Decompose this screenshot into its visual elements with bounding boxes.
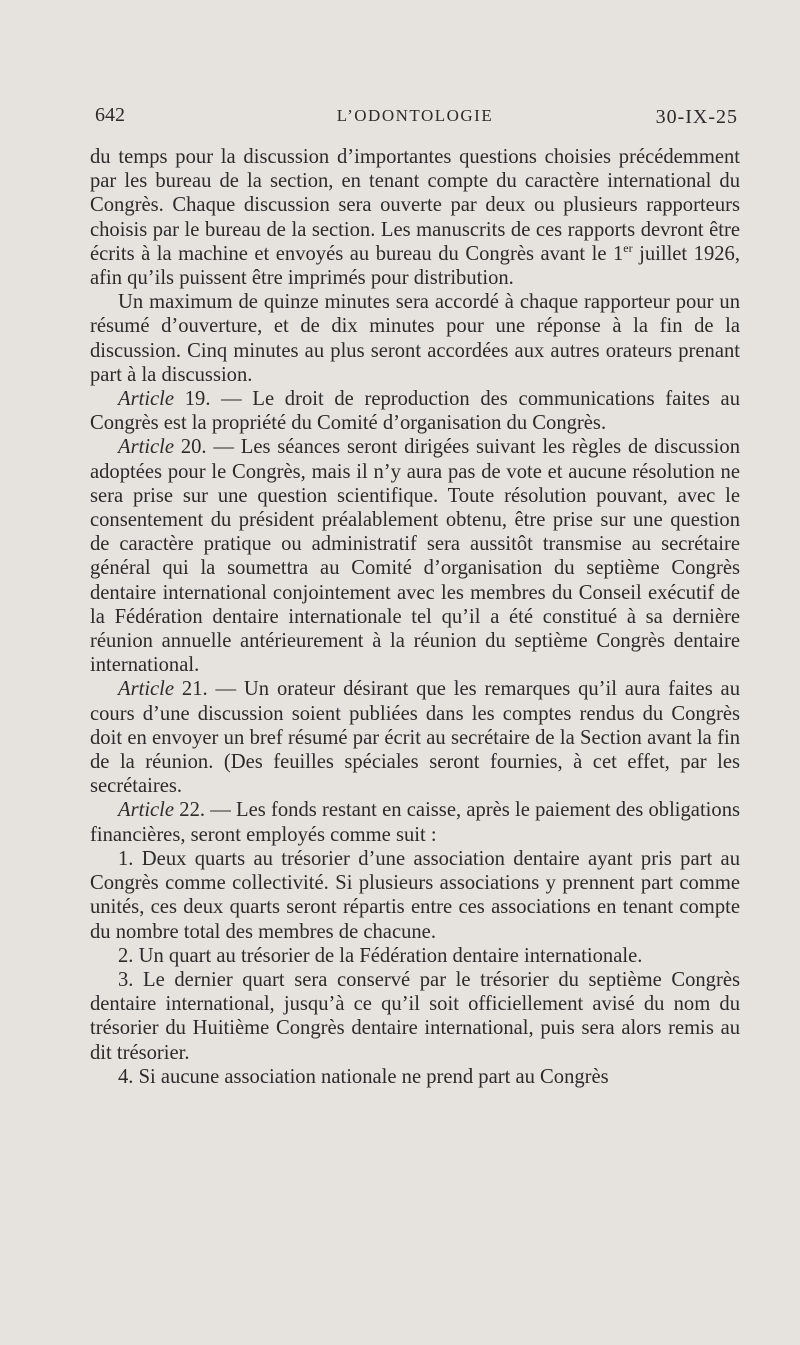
article-label: Article: [118, 388, 175, 411]
article-label: Article: [118, 678, 175, 701]
paragraph-text: 3. Le dernier quart sera conservé par le trésorier du septième Congrès dentaire international, jusqu’à ce qu’il soit officiellement avisé du nom du trésorier du Huitième Congrès dentaire international, puis sera alors remis au dit trésorier.: [90, 968, 740, 1064]
paragraph-text: 1. Deux quarts au trésorier d’une association dentaire ayant pris part au Congrès comme collectivité. Si plusieurs associations y prennent part comme unités, ces deux quarts seront répartis entre ces associations en tenant compte du nombre total des membres de chacune.: [90, 847, 740, 943]
article-label: Article: [118, 436, 175, 459]
list-item-3: [90, 968, 740, 1065]
article-label: Article: [118, 799, 175, 822]
superscript-er: er: [623, 240, 633, 255]
paragraph-text-tail: juillet 1926, afin qu’ils puissent être imprimés pour distribution.: [90, 242, 740, 290]
paragraph-text: 22. — Les fonds restant en caisse, après le paiement des obligations financières, seront employés comme suit :: [90, 799, 740, 846]
paragraph-text: 4. Si aucune association nationale ne prend part au Congrès: [118, 1065, 609, 1088]
list-item-4: [90, 1065, 740, 1089]
page-number: 642: [95, 104, 125, 126]
journal-title: L’ODONTOLOGIE: [336, 106, 494, 125]
paragraph-text: 21. — Un orateur désirant que les remarques qu’il aura faites au cours d’une discussion soient publiées dans les comptes rendus du Congrès doit en envoyer un bref résumé par écrit au secrétaire de la Section avant la fin de la réunion. (Des feuilles spéciales seront fournies, à cet effet, par les secrétaires.: [90, 678, 740, 798]
paragraph-text: 19. — Le droit de reproduction des communications faites au Congrès est la propriété du Comité d’organisation du Congrès.: [90, 388, 740, 435]
paragraph-article-22: [90, 798, 740, 846]
paragraph-article-21: [90, 677, 740, 798]
issue-date: 30-IX-25: [655, 106, 738, 128]
paragraph-article-19: [90, 387, 740, 435]
paragraph-speaker-time: [90, 290, 740, 387]
list-item-2: [90, 944, 740, 968]
paragraph-text: Un maximum de quinze minutes sera accordé à chaque rapporteur pour un résumé d’ouverture, et de dix minutes pour une réponse à la fin de la discussion. Cinq minutes au plus seront accordées aux autres orateurs prenant part à la discussion.: [90, 291, 740, 386]
paragraph-text: 2. Un quart au trésorier de la Fédération dentaire internationale.: [118, 944, 643, 967]
paragraph-article-20: [90, 435, 740, 677]
paragraph-continuation: [90, 145, 740, 290]
list-item-1: [90, 847, 740, 944]
running-header: [90, 104, 740, 130]
body-text: [90, 145, 740, 1089]
paragraph-text: 20. — Les séances seront dirigées suivant les règles de discussion adoptées pour le Congrès, mais il n’y aura pas de vote et aucune résolution ne sera prise sur une question scientifique. Toute résolution pouvant, avec le consentement du président préalablement obtenu, être prise sur une question de caractère pratique ou administratif sera aussitôt transmise au secrétaire général qui la soumettra au Comité d’organisation du septième Congrès dentaire international conjointement avec les membres du Conseil exécutif de la Fédération dentaire internationale tel qu’il a été constitué à sa dernière réunion annuelle antérieurement à la réunion du septième Congrès dentaire international.: [90, 436, 740, 677]
paragraph-text: du temps pour la discussion d’importantes questions choisies précédemment par les bureau de la section, en tenant compte du caractère international du Congrès. Chaque discussion sera ouverte par deux ou plusieurs rapporteurs choisis par le bureau de la section. Les manuscrits de ces rapports devront être écrits à la machine et envoyés au bureau du Congrès avant le 1: [90, 146, 740, 265]
